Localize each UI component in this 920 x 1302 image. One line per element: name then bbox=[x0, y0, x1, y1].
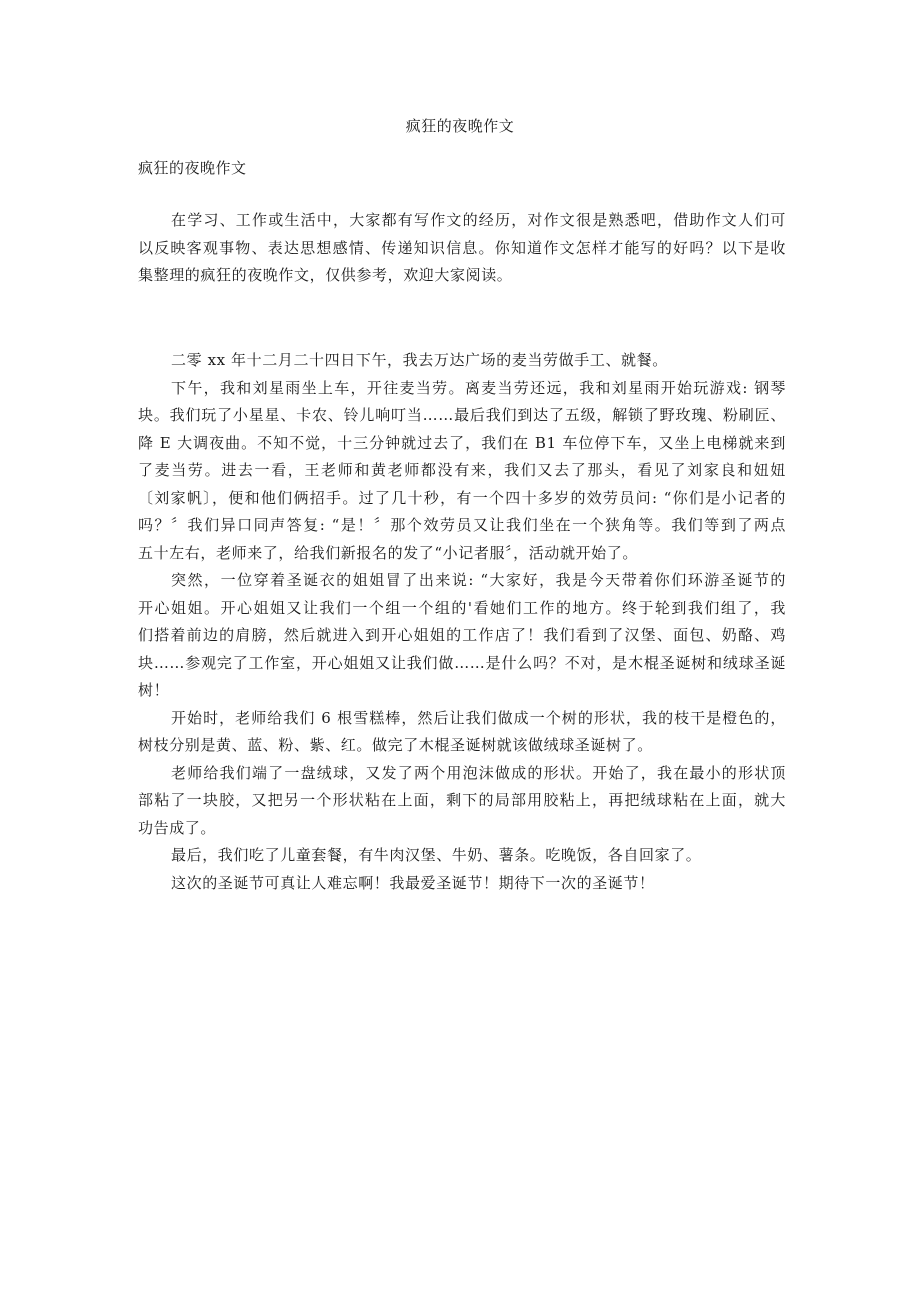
essay-line: 吗？〞我们异口同声答复: “是！〞那个效劳员又让我们坐在一个狭角等。我们等到了两点 bbox=[138, 516, 786, 534]
essay-line: 块。我们玩了小星星、卡农、铃儿响叮当……最后我们到达了五级，解锁了野玫瑰、粉刷匠、 bbox=[138, 406, 786, 424]
intro-line: 在学习、工作或生活中，大家都有写作文的经历，对作文很是熟悉吧，借助作文人们可 bbox=[171, 211, 786, 229]
essay-line: 〔刘家帆〕，便和他们俩招手。过了几十秒，有一个四十多岁的效劳员问: “你们是小记者的 bbox=[138, 488, 786, 507]
essay-line: 降 E 大调夜曲。不知不觉，十三分钟就过去了，我们在 B1 车位停下车，又坐上电梯就来到 bbox=[138, 433, 786, 452]
essay-line: 二零 xx 年十二月二十四日下午，我去万达广场的麦当劳做手工、就餐。 bbox=[171, 351, 668, 369]
essay-line: 突然，一位穿着圣诞衣的姐姐冒了出来说: “大家好，我是今天带着你们环游圣诞节的 bbox=[171, 571, 786, 589]
essay-line: 下午，我和刘星雨坐上车，开往麦当劳。离麦当劳还远，我和刘星雨开始玩游戏: 钢琴 bbox=[171, 378, 786, 397]
essay-line: 功告成了。 bbox=[138, 818, 217, 837]
essay-line: 块……参观完了工作室，开心姐姐又让我们做……是什么吗？不对，是木棍圣诞树和绒球圣诞 bbox=[138, 653, 786, 672]
essay-line: 们搭着前边的肩膀，然后就进入到开心姐姐的工作店了！我们看到了汉堡、面包、奶酪、鸡 bbox=[138, 626, 786, 644]
essay-line: 这次的圣诞节可真让人难忘啊！我最爱圣诞节！期待下一次的圣诞节！ bbox=[171, 873, 655, 892]
essay-line: 树枝分别是黄、蓝、粉、紫、红。做完了木棍圣诞树就该做绒球圣诞树了。 bbox=[138, 736, 653, 754]
essay-line: 五十左右，老师来了，给我们新报名的发了“小记者服〞，活动就开始了。 bbox=[138, 543, 638, 562]
essay-line: 老师给我们端了一盘绒球，又发了两个用泡沫做成的形状。开始了，我在最小的形状顶 bbox=[171, 763, 786, 782]
essay-line: 部粘了一块胶，又把另一个形状粘在上面，剩下的局部用胶粘上，再把绒球粘在上面，就大 bbox=[138, 791, 786, 809]
essay-line: 树！ bbox=[138, 681, 170, 699]
essay-body bbox=[138, 347, 786, 897]
intro-paragraph bbox=[138, 207, 786, 290]
essay-line: 了麦当劳。进去一看，王老师和黄老师都没有来，我们又去了那头，看见了刘家良和妞妞 bbox=[138, 461, 786, 479]
essay-line: 开始时，老师给我们 6 根雪糕棒，然后让我们做成一个树的形状，我的枝干是橙色的， bbox=[171, 708, 786, 727]
intro-line: 集整理的疯狂的夜晚作文，仅供参考，欢迎大家阅读。 bbox=[138, 266, 513, 284]
essay-line: 开心姐姐。开心姐姐又让我们一个组一个组的'看她们工作的地方。终于轮到我们组了，我 bbox=[138, 598, 786, 617]
essay-line: 最后，我们吃了儿童套餐，有牛肉汉堡、牛奶、薯条。吃晚饭，各自回家了。 bbox=[171, 846, 702, 864]
document-title: 疯狂的夜晚作文 bbox=[405, 117, 515, 135]
intro-line: 以反映客观事物、表达思想感情、传递知识信息。你知道作文怎样才能写的好吗？以下是收 bbox=[138, 238, 786, 257]
document-subtitle: 疯狂的夜晚作文 bbox=[138, 159, 247, 177]
